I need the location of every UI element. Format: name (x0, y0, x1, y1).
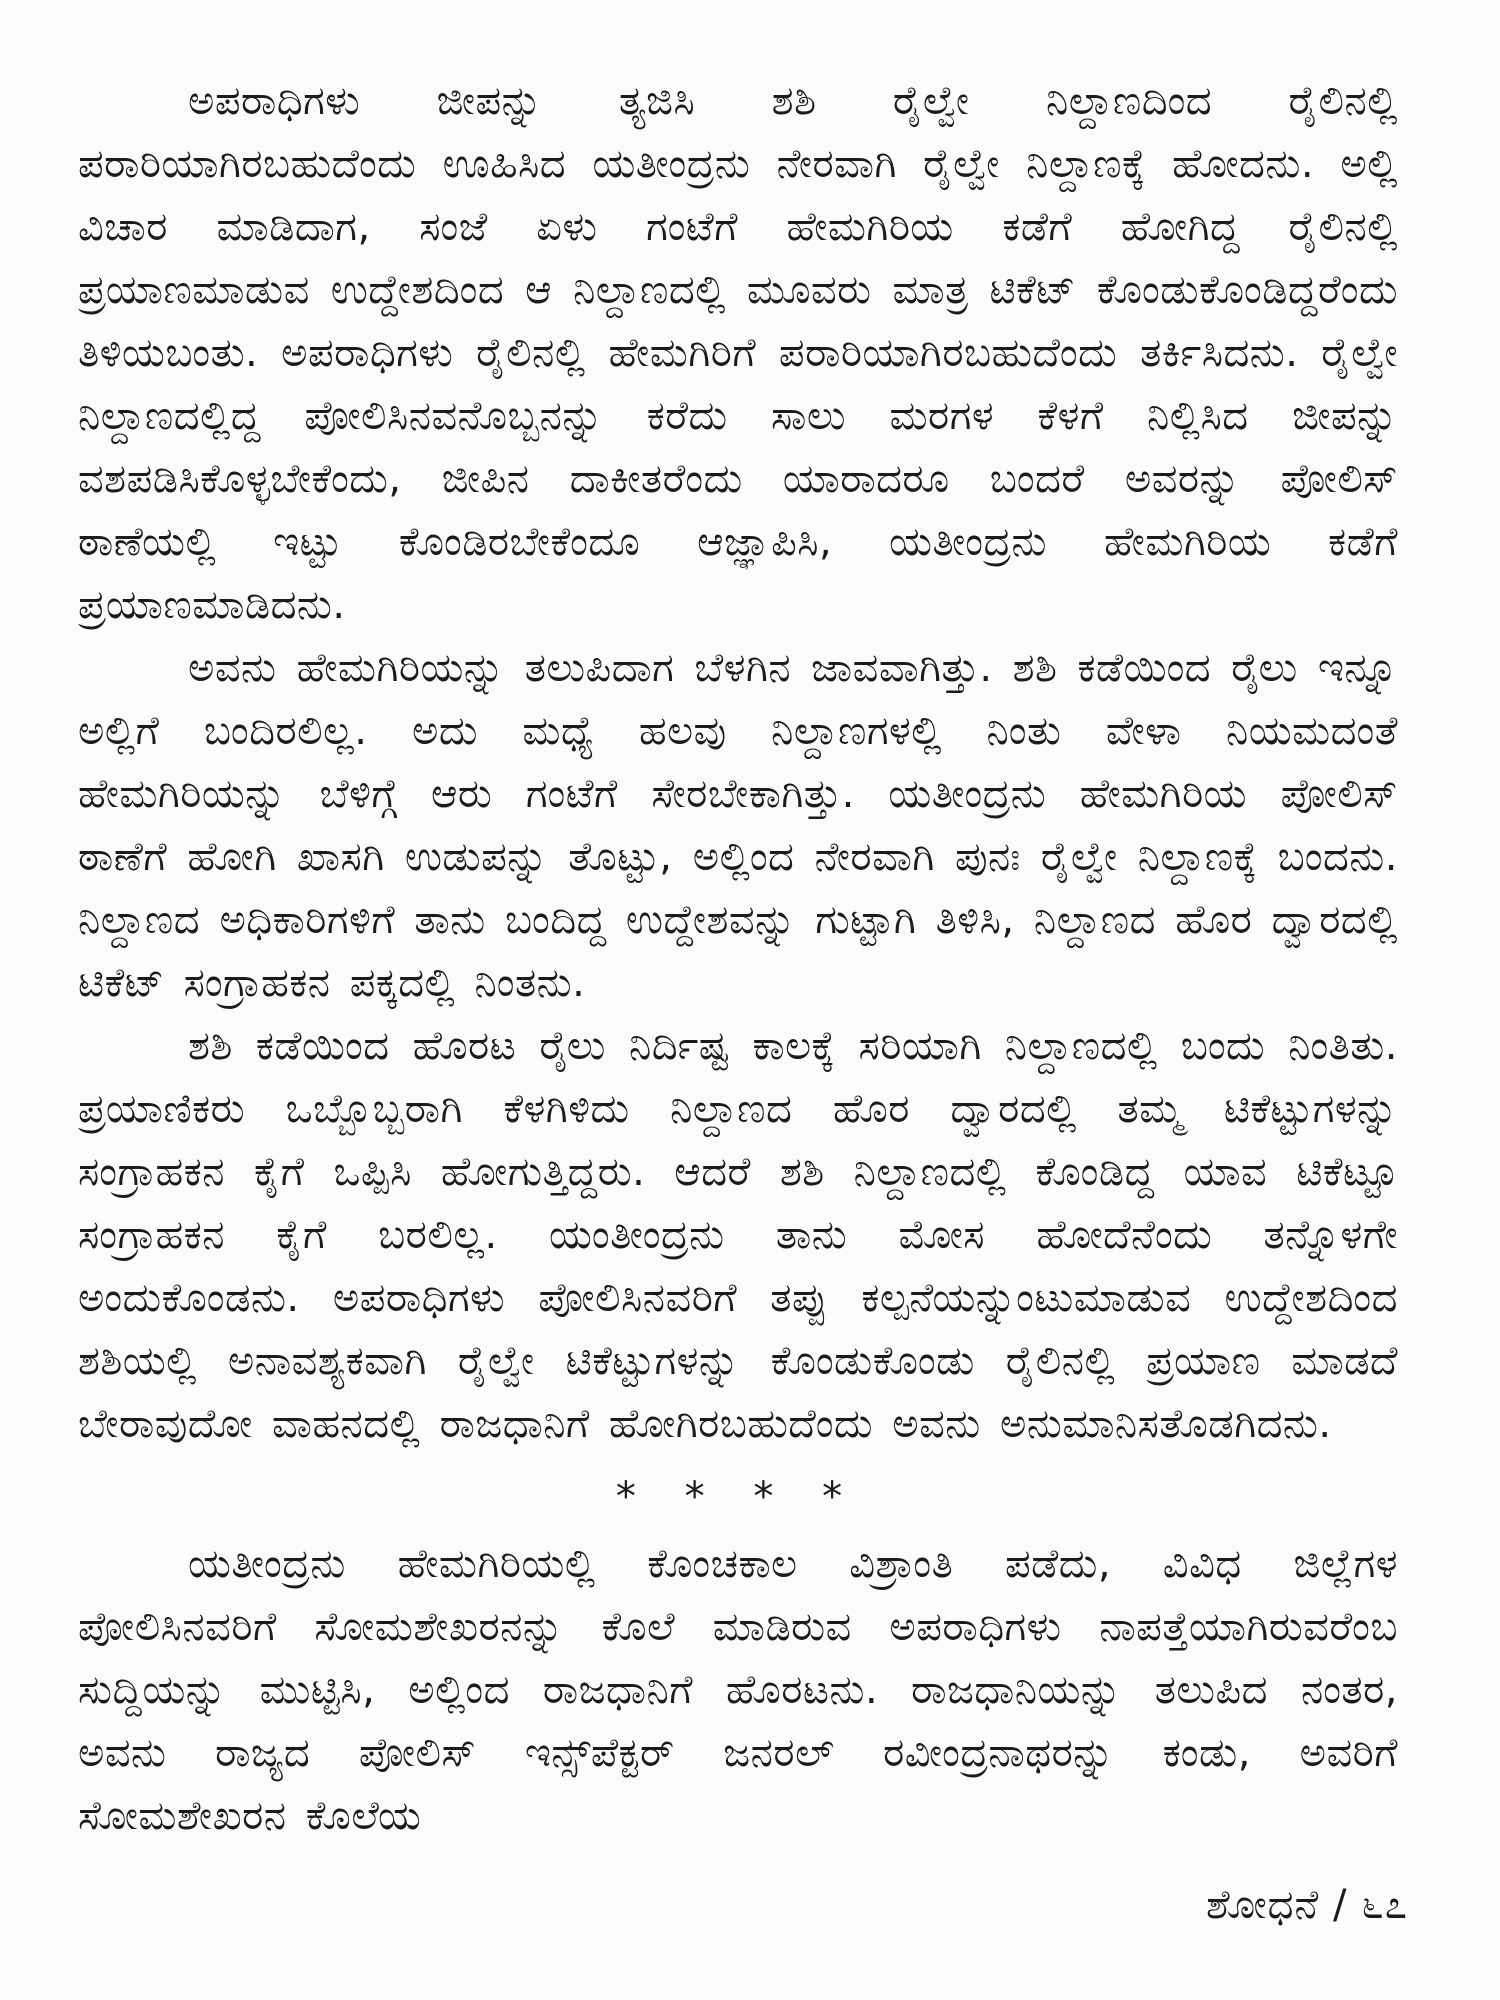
section-separator: * * * * (615, 1474, 861, 1520)
book-page (78, 70, 1398, 1930)
paragraph-4: ಯತೀಂದ್ರನು ಹೇಮಗಿರಿಯಲ್ಲಿ ಕೊಂಚಕಾಲ ವಿಶ್ರಾಂತಿ ಪಡೆದು, ವಿವಿಧ ಜಿಲ್ಲೆಗಳ ಪೋಲಿಸಿನವರಿಗೆ ಸೋಮಶೇಖರನನ್ನು ಕೊಲೆ ಮಾಡಿರುವ ಅಪರಾಧಿಗಳು ನಾಪತ್ತೆಯಾಗಿರುವರೆಂಬ ಸುದ್ದಿಯನ್ನು ಮುಟ್ಟಿಸಿ, ಅಲ್ಲಿಂದ ರಾಜಧಾನಿಗೆ ಹೊರಟನು. ರಾಜಧಾನಿಯನ್ನು ತಲುಪಿದ ನಂತರ, ಅವನು ರಾಜ್ಯದ ಪೋಲಿಸ್ ಇನ್ಸ್‌ಪೆಕ್ಟರ್ ಜನರಲ್ ರವೀಂದ್ರನಾಥರನ್ನು ಕಂಡು, ಅವರಿಗೆ ಸೋಮಶೇಖರನ ಕೊಲೆಯ (78, 1541, 1398, 1839)
paragraph-3: ಶಶಿ ಕಡೆಯಿಂದ ಹೊರಟ ರೈಲು ನಿರ್ದಿಷ್ಟ ಕಾಲಕ್ಕೆ ಸರಿಯಾಗಿ ನಿಲ್ದಾಣದಲ್ಲಿ ಬಂದು ನಿಂತಿತು. ಪ್ರಯಾಣಿಕರು ಒಬ್ಬೊಬ್ಬರಾಗಿ ಕೆಳಗಿಳಿದು ನಿಲ್ದಾಣದ ಹೊರ ದ್ವಾರದಲ್ಲಿ ತಮ್ಮ ಟಿಕೆಟ್ಟುಗಳನ್ನು ಸಂಗ್ರಾಹಕನ ಕೈಗೆ ಒಪ್ಪಿಸಿ ಹೋಗುತ್ತಿದ್ದರು. ಆದರೆ ಶಶಿ ನಿಲ್ದಾಣದಲ್ಲಿ ಕೊಂಡಿದ್ದ ಯಾವ ಟಿಕೆಟ್ಟೂ ಸಂಗ್ರಾಹಕನ ಕೈಗೆ ಬರಲಿಲ್ಲ. ಯಂತೀಂದ್ರನು ತಾನು ಮೋಸ ಹೋದೆನೆಂದು ತನ್ನೊಳಗೇ ಅಂದುಕೊಂಡನು. ಅಪರಾಧಿಗಳು ಪೋಲಿಸಿನವರಿಗೆ ತಪ್ಪು ಕಲ್ಪನೆಯನ್ನುಂಟುಮಾಡುವ ಉದ್ದೇಶದಿಂದ ಶಶಿಯಲ್ಲಿ ಅನಾವಶ್ಯಕವಾಗಿ ರೈಲ್ವೇ ಟಿಕೆಟ್ಟುಗಳನ್ನು ಕೊಂಡುಕೊಂಡು ರೈಲಿನಲ್ಲಿ ಪ್ರಯಾಣ ಮಾಡದೆ ಬೇರಾವುದೋ ವಾಹನದಲ್ಲಿ ರಾಜಧಾನಿಗೆ ಹೋಗಿರಬಹುದೆಂದು ಅವನು ಅನುಮಾನಿಸತೊಡಗಿದನು. (78, 1023, 1398, 1447)
page-footer: ಶೋಧನೆ / ೬೭ (1206, 1882, 1408, 1928)
paragraph-2: ಅವನು ಹೇಮಗಿರಿಯನ್ನು ತಲುಪಿದಾಗ ಬೆಳಗಿನ ಜಾವವಾಗಿತ್ತು. ಶಶಿ ಕಡೆಯಿಂದ ರೈಲು ಇನ್ನೂ ಅಲ್ಲಿಗೆ ಬಂದಿರಲಿಲ್ಲ. ಅದು ಮಧ್ಯೆ ಹಲವು ನಿಲ್ದಾಣಗಳಲ್ಲಿ ನಿಂತು ವೇಳಾ ನಿಯಮದಂತೆ ಹೇಮಗಿರಿಯನ್ನು ಬೆಳಿಗ್ಗೆ ಆರು ಗಂಟೆಗೆ ಸೇರಬೇಕಾಗಿತ್ತು. ಯತೀಂದ್ರನು ಹೇಮಗಿರಿಯ ಪೋಲಿಸ್ ಠಾಣೆಗೆ ಹೋಗಿ ಖಾಸಗಿ ಉಡುಪನ್ನು ತೊಟ್ಟು, ಅಲ್ಲಿಂದ ನೇರವಾಗಿ ಪುನಃ ರೈಲ್ವೇ ನಿಲ್ದಾಣಕ್ಕೆ ಬಂದನು. ನಿಲ್ದಾಣದ ಅಧಿಕಾರಿಗಳಿಗೆ ತಾನು ಬಂದಿದ್ದ ಉದ್ದೇಶವನ್ನು ಗುಟ್ಟಾಗಿ ತಿಳಿಸಿ, ನಿಲ್ದಾಣದ ಹೊರ ದ್ವಾರದಲ್ಲಿ ಟಿಕೆಟ್ ಸಂಗ್ರಾಹಕನ ಪಕ್ಕದಲ್ಲಿ ನಿಂತನು. (78, 645, 1398, 1006)
paragraph-1: ಅಪರಾಧಿಗಳು ಜೀಪನ್ನು ತ್ಯಜಿಸಿ ಶಶಿ ರೈಲ್ವೇ ನಿಲ್ದಾಣದಿಂದ ರೈಲಿನಲ್ಲಿ ಪರಾರಿಯಾಗಿರಬಹುದೆಂದು ಊಹಿಸಿದ ಯತೀಂದ್ರನು ನೇರವಾಗಿ ರೈಲ್ವೇ ನಿಲ್ದಾಣಕ್ಕೆ ಹೋದನು. ಅಲ್ಲಿ ವಿಚಾರ ಮಾಡಿದಾಗ, ಸಂಜೆ ಏಳು ಗಂಟೆಗೆ ಹೇಮಗಿರಿಯ ಕಡೆಗೆ ಹೋಗಿದ್ದ ರೈಲಿನಲ್ಲಿ ಪ್ರಯಾಣಮಾಡುವ ಉದ್ದೇಶದಿಂದ ಆ ನಿಲ್ದಾಣದಲ್ಲಿ ಮೂವರು ಮಾತ್ರ ಟಿಕೆಟ್ ಕೊಂಡುಕೊಂಡಿದ್ದರೆಂದು ತಿಳಿಯಬಂತು. ಅಪರಾಧಿಗಳು ರೈಲಿನಲ್ಲಿ ಹೇಮಗಿರಿಗೆ ಪರಾರಿಯಾಗಿರಬಹುದೆಂದು ತರ್ಕಿಸಿದನು. ರೈಲ್ವೇ ನಿಲ್ದಾಣದಲ್ಲಿದ್ದ ಪೋಲಿಸಿನವನೊಬ್ಬನನ್ನು ಕರೆದು ಸಾಲು ಮರಗಳ ಕೆಳಗೆ ನಿಲ್ಲಿಸಿದ ಜೀಪನ್ನು ವಶಪಡಿಸಿಕೊಳ್ಳಬೇಕೆಂದು, ಜೀಪಿನ ದಾಕೀತರೆಂದು ಯಾರಾದರೂ ಬಂದರೆ ಅವರನ್ನು ಪೋಲಿಸ್ ಠಾಣೆಯಲ್ಲಿ ಇಟ್ಟು ಕೊಂಡಿರಬೇಕೆಂದೂ ಆಜ್ಞಾಪಿಸಿ, ಯತೀಂದ್ರನು ಹೇಮಗಿರಿಯ ಕಡೆಗೆ ಪ್ರಯಾಣಮಾಡಿದನು. (78, 78, 1398, 628)
